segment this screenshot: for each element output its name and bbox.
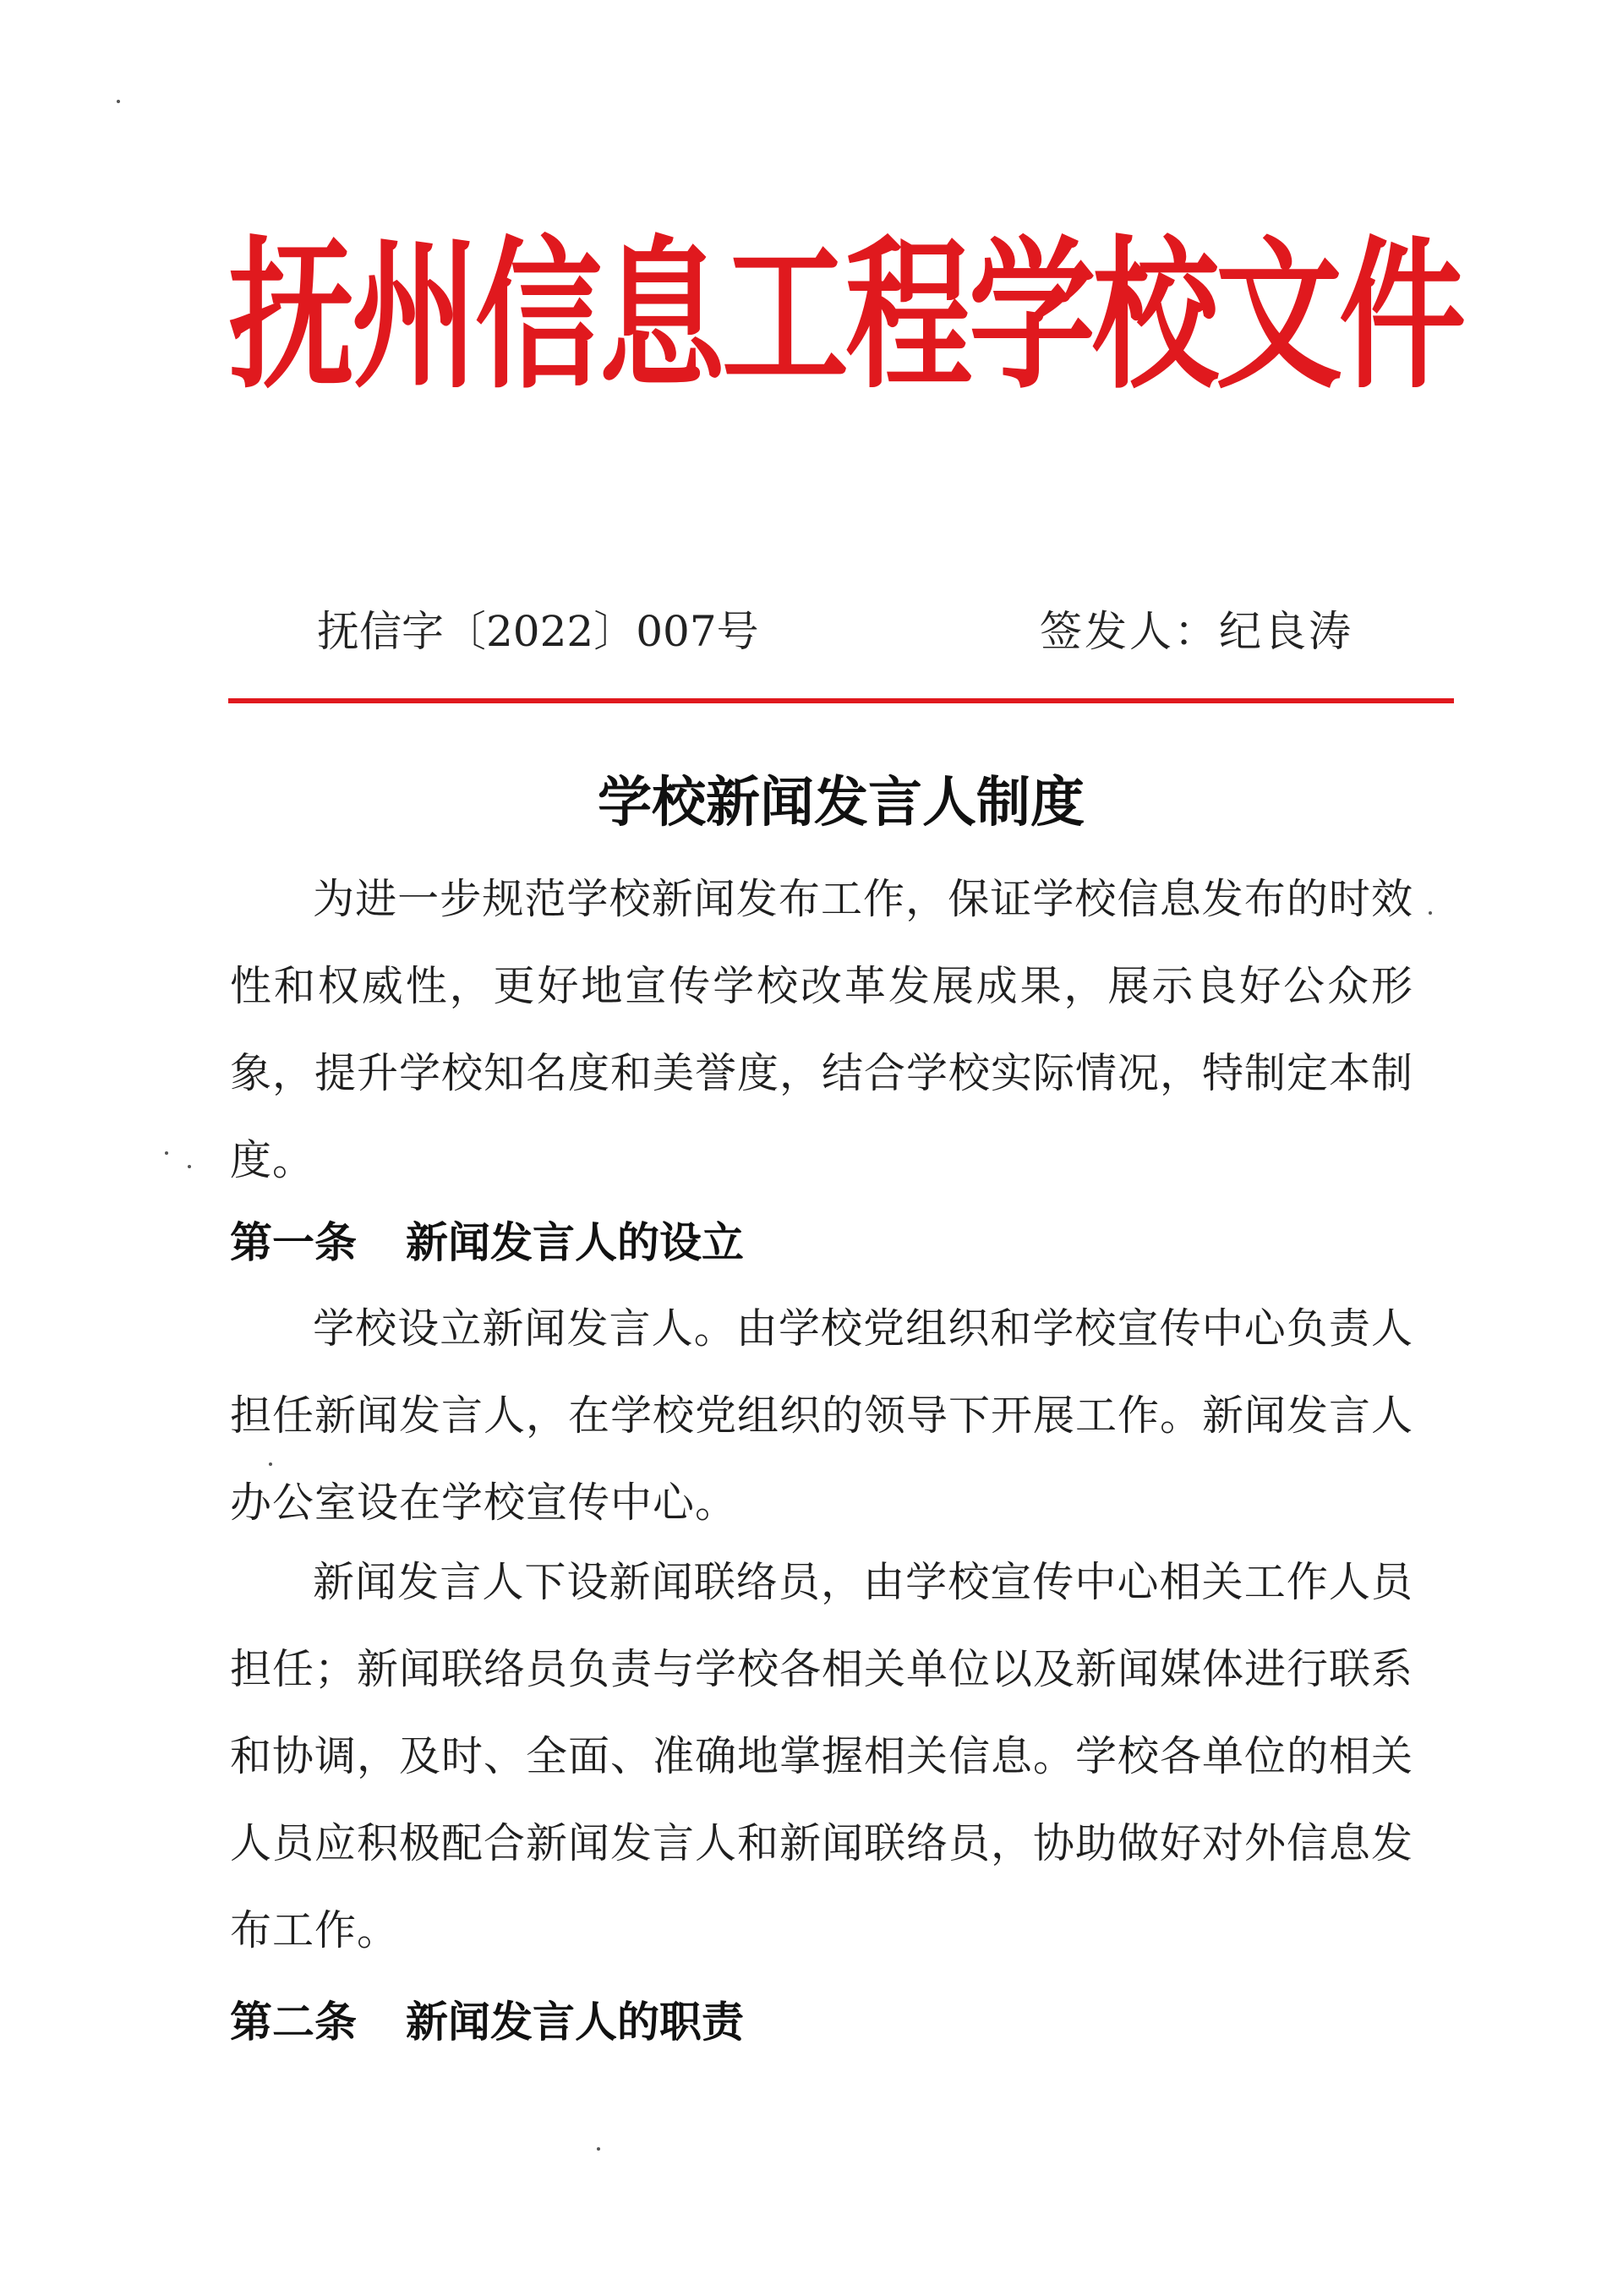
- article-1-paragraph-2: 新闻发言人下设新闻联络员，由学校宣传中心相关工作人员担任；新闻联络员负责与学校各相关单位以及新闻媒体进行联系和协调，及时、全面、准确地掌握相关信息。学校各单位的相关人员应积极配合新闻发言人和新闻联络员，协助做好对外信息发布工作。: [230, 1558, 1414, 1954]
- document-number: 抚信字〔2022〕007号: [317, 607, 759, 656]
- red-divider-line: [228, 698, 1454, 703]
- article-heading-text: 新闻发言人的设立: [406, 1217, 744, 1267]
- scan-speck: [269, 1462, 272, 1466]
- article-heading-text: 新闻发言人的职责: [406, 1997, 744, 2047]
- scan-speck: [188, 1165, 191, 1168]
- scan-speck: [165, 1151, 168, 1155]
- article-number: 第二条: [230, 1997, 357, 2047]
- intro-paragraph: 为进一步规范学校新闻发布工作，保证学校信息发布的时效性和权威性，更好地宣传学校改革发展成果，展示良好公众形象，提升学校知名度和美誉度，结合学校实际情况，特制定本制度。: [230, 875, 1414, 1184]
- masthead-title: 抚州信息工程学校文件: [228, 222, 1463, 412]
- article-number: 第一条: [230, 1217, 357, 1267]
- signer: 签发人：纪良涛: [1040, 607, 1353, 656]
- article-1-heading: [230, 1209, 744, 1276]
- scan-speck: [597, 2147, 600, 2151]
- article-2-heading: [230, 1988, 744, 2056]
- document-title: 学校新闻发言人制度: [598, 771, 1085, 834]
- scan-speck: [1429, 911, 1432, 915]
- article-1-paragraph-1: 学校设立新闻发言人。由学校党组织和学校宣传中心负责人担任新闻发言人，在学校党组织的领导下开展工作。新闻发言人办公室设在学校宣传中心。: [230, 1304, 1414, 1527]
- scan-speck: [117, 100, 120, 103]
